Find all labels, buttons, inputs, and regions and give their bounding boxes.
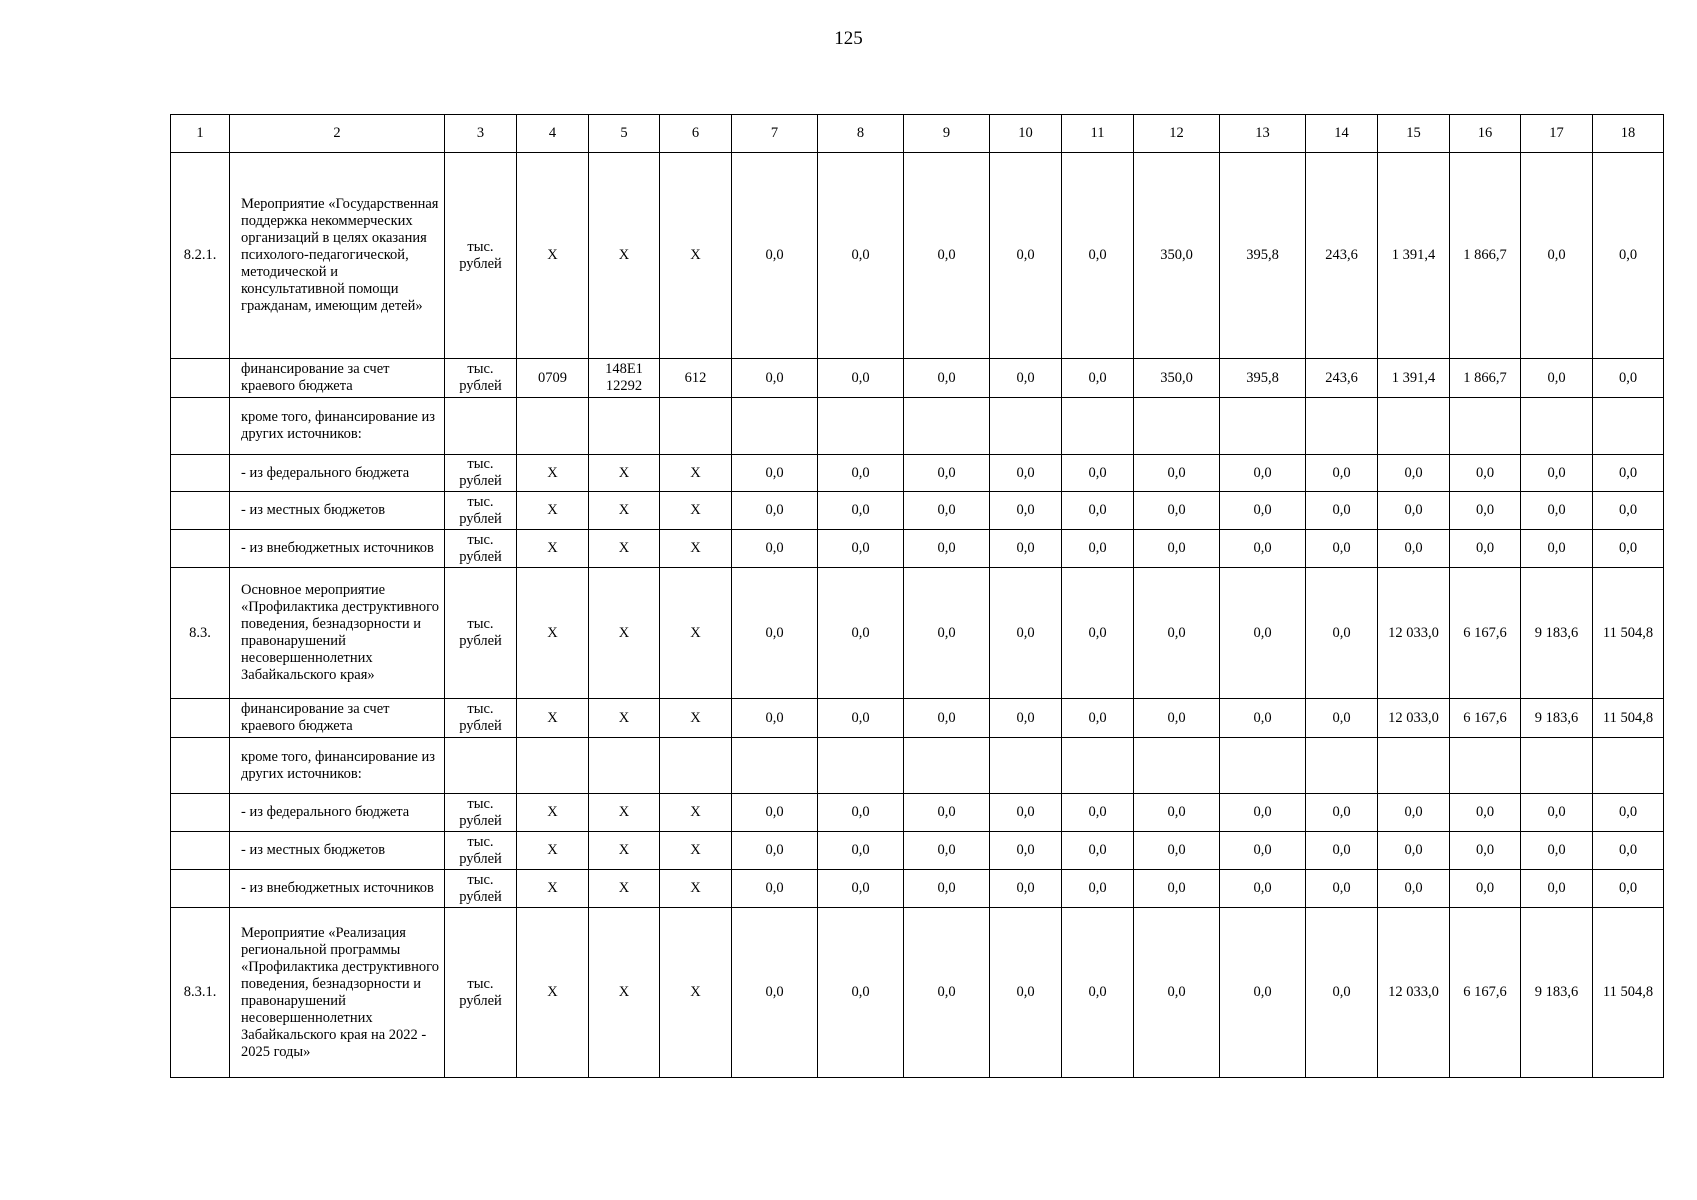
value-cell: 0,0	[1521, 359, 1593, 398]
value-cell: 0,0	[904, 492, 990, 530]
value-cell: X	[660, 794, 732, 832]
item-number-cell	[171, 832, 230, 870]
value-cell: X	[517, 699, 589, 738]
value-cell: 350,0	[1134, 153, 1220, 359]
value-cell: 0,0	[1378, 455, 1450, 492]
value-cell	[1521, 398, 1593, 455]
value-cell: 0,0	[1220, 492, 1306, 530]
value-cell: X	[589, 492, 660, 530]
value-cell: 612	[660, 359, 732, 398]
value-cell	[1220, 738, 1306, 794]
value-cell: 0,0	[1378, 492, 1450, 530]
table-row	[171, 398, 1664, 455]
value-cell: 395,8	[1220, 153, 1306, 359]
value-cell: X	[589, 870, 660, 908]
column-number-cell: 7	[732, 115, 818, 153]
value-cell: 0,0	[1220, 870, 1306, 908]
value-cell: 243,6	[1306, 359, 1378, 398]
value-cell: 0,0	[1306, 568, 1378, 699]
table-row	[171, 153, 1664, 359]
column-number-cell: 15	[1378, 115, 1450, 153]
value-cell: 0,0	[1306, 832, 1378, 870]
value-cell: 0,0	[1062, 455, 1134, 492]
value-cell: 0,0	[990, 794, 1062, 832]
value-cell: 0,0	[1521, 794, 1593, 832]
value-cell: 0,0	[818, 870, 904, 908]
unit-cell: тыс. рублей	[445, 153, 517, 359]
value-cell: 0,0	[1450, 455, 1521, 492]
value-cell: 0,0	[1378, 530, 1450, 568]
item-name-cell: кроме того, финансирование из других источников:	[230, 398, 445, 455]
item-number-cell	[171, 455, 230, 492]
value-cell: 0,0	[1306, 699, 1378, 738]
value-cell: 0,0	[990, 568, 1062, 699]
value-cell	[517, 738, 589, 794]
value-cell: X	[517, 455, 589, 492]
value-cell: 0,0	[1134, 832, 1220, 870]
column-number-cell: 18	[1593, 115, 1664, 153]
value-cell: 0,0	[904, 455, 990, 492]
table-row	[171, 832, 1664, 870]
value-cell: 0,0	[818, 908, 904, 1078]
value-cell: 0,0	[990, 870, 1062, 908]
value-cell: 0,0	[1134, 455, 1220, 492]
value-cell: 11 504,8	[1593, 908, 1664, 1078]
value-cell	[904, 398, 990, 455]
column-number-cell: 6	[660, 115, 732, 153]
value-cell: 0,0	[818, 492, 904, 530]
value-cell: 243,6	[1306, 153, 1378, 359]
value-cell: 0,0	[1062, 530, 1134, 568]
value-cell	[818, 398, 904, 455]
item-name-cell: - из внебюджетных источников	[230, 870, 445, 908]
value-cell: 0,0	[990, 359, 1062, 398]
value-cell: 1 866,7	[1450, 359, 1521, 398]
value-cell	[1306, 398, 1378, 455]
item-number-cell	[171, 359, 230, 398]
value-cell: 0,0	[1521, 455, 1593, 492]
value-cell: 0,0	[1450, 794, 1521, 832]
column-number-cell: 10	[990, 115, 1062, 153]
item-name-cell: Мероприятие «Государственная поддержка некоммерческих организаций в целях оказания психолого-педагогической, методической и консультативной помощи гражданам, имеющим детей»	[230, 153, 445, 359]
value-cell: 12 033,0	[1378, 568, 1450, 699]
value-cell	[1521, 738, 1593, 794]
value-cell: 0,0	[904, 794, 990, 832]
unit-cell: тыс. рублей	[445, 568, 517, 699]
value-cell	[818, 738, 904, 794]
value-cell: 6 167,6	[1450, 699, 1521, 738]
value-cell: 0,0	[818, 153, 904, 359]
unit-cell	[445, 738, 517, 794]
value-cell: 0,0	[1134, 530, 1220, 568]
value-cell: X	[517, 568, 589, 699]
value-cell: X	[517, 832, 589, 870]
value-cell: 0,0	[990, 530, 1062, 568]
value-cell: 0,0	[990, 832, 1062, 870]
value-cell: 0,0	[1306, 455, 1378, 492]
value-cell	[904, 738, 990, 794]
table-header-row	[171, 115, 1664, 153]
value-cell	[732, 398, 818, 455]
value-cell	[1134, 738, 1220, 794]
value-cell: 0,0	[1134, 908, 1220, 1078]
value-cell: 0,0	[732, 455, 818, 492]
value-cell	[660, 398, 732, 455]
value-cell: 0,0	[1220, 699, 1306, 738]
value-cell: 0,0	[732, 699, 818, 738]
table-row	[171, 794, 1664, 832]
value-cell: 0,0	[1593, 492, 1664, 530]
value-cell: 11 504,8	[1593, 568, 1664, 699]
item-number-cell	[171, 398, 230, 455]
value-cell	[1062, 398, 1134, 455]
value-cell: 9 183,6	[1521, 908, 1593, 1078]
value-cell: 0,0	[1220, 568, 1306, 699]
value-cell: X	[660, 699, 732, 738]
item-number-cell	[171, 794, 230, 832]
value-cell	[1593, 738, 1664, 794]
item-name-cell: финансирование за счет краевого бюджета	[230, 699, 445, 738]
value-cell: X	[517, 530, 589, 568]
value-cell: 0,0	[1062, 908, 1134, 1078]
value-cell: 0,0	[1378, 870, 1450, 908]
value-cell: 0,0	[1378, 794, 1450, 832]
item-name-cell: финансирование за счет краевого бюджета	[230, 359, 445, 398]
value-cell: 0,0	[1378, 832, 1450, 870]
value-cell: 0,0	[732, 359, 818, 398]
value-cell	[589, 398, 660, 455]
value-cell: X	[517, 794, 589, 832]
value-cell: 0,0	[1306, 870, 1378, 908]
value-cell	[990, 398, 1062, 455]
value-cell: 0,0	[904, 699, 990, 738]
value-cell: 0,0	[990, 699, 1062, 738]
value-cell: 0,0	[818, 530, 904, 568]
value-cell: 0,0	[904, 908, 990, 1078]
column-number-cell: 9	[904, 115, 990, 153]
value-cell: X	[589, 153, 660, 359]
value-cell: 0,0	[818, 699, 904, 738]
value-cell: X	[589, 530, 660, 568]
value-cell: 6 167,6	[1450, 908, 1521, 1078]
value-cell: X	[660, 455, 732, 492]
value-cell: 0,0	[732, 153, 818, 359]
value-cell	[1378, 738, 1450, 794]
value-cell: 0,0	[1134, 699, 1220, 738]
value-cell: 0,0	[1220, 530, 1306, 568]
value-cell: 12 033,0	[1378, 699, 1450, 738]
unit-cell: тыс. рублей	[445, 908, 517, 1078]
value-cell: 11 504,8	[1593, 699, 1664, 738]
value-cell: 0,0	[732, 530, 818, 568]
value-cell: 0,0	[904, 832, 990, 870]
item-name-cell: Мероприятие «Реализация региональной программы «Профилактика деструктивного поведения, безнадзорности и правонарушений несовершеннолетних Забайкальского края на 2022 - 2025 годы»	[230, 908, 445, 1078]
value-cell: 0,0	[1450, 530, 1521, 568]
value-cell: X	[589, 699, 660, 738]
value-cell: 0,0	[1593, 870, 1664, 908]
value-cell: X	[589, 568, 660, 699]
value-cell: 0,0	[904, 359, 990, 398]
value-cell: 0,0	[904, 568, 990, 699]
value-cell: 6 167,6	[1450, 568, 1521, 699]
column-number-cell: 12	[1134, 115, 1220, 153]
column-number-cell: 17	[1521, 115, 1593, 153]
value-cell: 0,0	[818, 832, 904, 870]
value-cell: 0,0	[1134, 794, 1220, 832]
item-name-cell: - из внебюджетных источников	[230, 530, 445, 568]
value-cell: 0,0	[1306, 908, 1378, 1078]
column-number-cell: 4	[517, 115, 589, 153]
table-row	[171, 870, 1664, 908]
table-row	[171, 568, 1664, 699]
value-cell	[1450, 738, 1521, 794]
item-number-cell: 8.3.	[171, 568, 230, 699]
value-cell: X	[660, 492, 732, 530]
value-cell: X	[660, 568, 732, 699]
unit-cell: тыс. рублей	[445, 832, 517, 870]
value-cell: 0,0	[1450, 832, 1521, 870]
value-cell: X	[660, 153, 732, 359]
unit-cell: тыс. рублей	[445, 794, 517, 832]
column-number-cell: 2	[230, 115, 445, 153]
value-cell: 395,8	[1220, 359, 1306, 398]
value-cell: X	[660, 832, 732, 870]
value-cell: 0,0	[1593, 153, 1664, 359]
value-cell: 0,0	[1134, 492, 1220, 530]
value-cell: 0,0	[904, 870, 990, 908]
value-cell: X	[517, 870, 589, 908]
column-number-cell: 14	[1306, 115, 1378, 153]
page-number: 125	[834, 28, 863, 49]
item-name-cell: кроме того, финансирование из других источников:	[230, 738, 445, 794]
item-number-cell	[171, 738, 230, 794]
table-row	[171, 492, 1664, 530]
value-cell: X	[517, 492, 589, 530]
value-cell: 0,0	[990, 153, 1062, 359]
table-row	[171, 738, 1664, 794]
value-cell: 0,0	[1062, 492, 1134, 530]
value-cell	[990, 738, 1062, 794]
value-cell: 350,0	[1134, 359, 1220, 398]
value-cell: X	[660, 908, 732, 1078]
value-cell: 0,0	[1521, 492, 1593, 530]
unit-cell: тыс. рублей	[445, 492, 517, 530]
value-cell: 12 033,0	[1378, 908, 1450, 1078]
value-cell: 0,0	[1062, 153, 1134, 359]
value-cell	[1062, 738, 1134, 794]
table-row	[171, 530, 1664, 568]
value-cell: 0,0	[990, 908, 1062, 1078]
value-cell: X	[517, 908, 589, 1078]
value-cell: 0,0	[1062, 870, 1134, 908]
value-cell: 0,0	[1062, 699, 1134, 738]
unit-cell: тыс. рублей	[445, 530, 517, 568]
table-row	[171, 455, 1664, 492]
value-cell	[1450, 398, 1521, 455]
value-cell: 9 183,6	[1521, 568, 1593, 699]
value-cell: 0,0	[818, 359, 904, 398]
value-cell: X	[660, 530, 732, 568]
value-cell: 0,0	[1220, 832, 1306, 870]
table-row	[171, 908, 1664, 1078]
value-cell: 0,0	[1306, 530, 1378, 568]
value-cell	[517, 398, 589, 455]
table-row	[171, 699, 1664, 738]
item-name-cell: - из федерального бюджета	[230, 794, 445, 832]
item-name-cell: - из местных бюджетов	[230, 492, 445, 530]
value-cell: 0,0	[1062, 568, 1134, 699]
unit-cell: тыс. рублей	[445, 870, 517, 908]
column-number-cell: 3	[445, 115, 517, 153]
value-cell: 0,0	[1521, 832, 1593, 870]
value-cell: X	[660, 870, 732, 908]
value-cell: 0,0	[904, 153, 990, 359]
value-cell: 0,0	[732, 794, 818, 832]
value-cell: 0,0	[1450, 492, 1521, 530]
value-cell: X	[589, 794, 660, 832]
value-cell: 0,0	[1306, 492, 1378, 530]
value-cell	[660, 738, 732, 794]
value-cell: 0,0	[1062, 359, 1134, 398]
value-cell	[1134, 398, 1220, 455]
column-number-cell: 13	[1220, 115, 1306, 153]
value-cell: 0,0	[1220, 455, 1306, 492]
value-cell: 0,0	[1593, 530, 1664, 568]
unit-cell: тыс. рублей	[445, 359, 517, 398]
value-cell: X	[589, 832, 660, 870]
value-cell: 0,0	[1220, 908, 1306, 1078]
value-cell: 0,0	[732, 832, 818, 870]
column-number-cell: 1	[171, 115, 230, 153]
value-cell: 0,0	[1134, 568, 1220, 699]
value-cell: 0,0	[990, 455, 1062, 492]
value-cell: 0,0	[1521, 153, 1593, 359]
value-cell: X	[517, 153, 589, 359]
value-cell: 0,0	[990, 492, 1062, 530]
value-cell	[732, 738, 818, 794]
column-number-cell: 8	[818, 115, 904, 153]
value-cell: 0,0	[1521, 530, 1593, 568]
value-cell: 0,0	[1062, 832, 1134, 870]
item-number-cell: 8.3.1.	[171, 908, 230, 1078]
value-cell: 0,0	[1062, 794, 1134, 832]
table-row	[171, 359, 1664, 398]
unit-cell: тыс. рублей	[445, 455, 517, 492]
value-cell: 0,0	[818, 794, 904, 832]
value-cell: 0,0	[818, 455, 904, 492]
budget-table	[170, 114, 1664, 1078]
value-cell	[589, 738, 660, 794]
value-cell	[1378, 398, 1450, 455]
item-number-cell	[171, 699, 230, 738]
column-number-cell: 11	[1062, 115, 1134, 153]
value-cell: 0,0	[1521, 870, 1593, 908]
unit-cell	[445, 398, 517, 455]
value-cell: 0,0	[1593, 359, 1664, 398]
value-cell: 0,0	[732, 870, 818, 908]
value-cell: 0,0	[904, 530, 990, 568]
column-number-cell: 16	[1450, 115, 1521, 153]
item-number-cell	[171, 492, 230, 530]
item-number-cell	[171, 870, 230, 908]
column-number-cell: 5	[589, 115, 660, 153]
item-name-cell: Основное мероприятие «Профилактика деструктивного поведения, безнадзорности и правонарушений несовершеннолетних Забайкальского края»	[230, 568, 445, 699]
item-number-cell	[171, 530, 230, 568]
value-cell: 0,0	[732, 492, 818, 530]
item-number-cell: 8.2.1.	[171, 153, 230, 359]
value-cell: 0,0	[1593, 455, 1664, 492]
value-cell: 0,0	[1593, 794, 1664, 832]
value-cell: 9 183,6	[1521, 699, 1593, 738]
value-cell: 148E1 12292	[589, 359, 660, 398]
value-cell	[1593, 398, 1664, 455]
value-cell: 0,0	[732, 908, 818, 1078]
item-name-cell: - из федерального бюджета	[230, 455, 445, 492]
value-cell	[1306, 738, 1378, 794]
table-body	[171, 115, 1664, 1078]
value-cell: 1 391,4	[1378, 153, 1450, 359]
value-cell	[1220, 398, 1306, 455]
value-cell: X	[589, 455, 660, 492]
value-cell: 0,0	[818, 568, 904, 699]
value-cell: 1 391,4	[1378, 359, 1450, 398]
value-cell: 0,0	[1220, 794, 1306, 832]
value-cell: 0,0	[1134, 870, 1220, 908]
unit-cell: тыс. рублей	[445, 699, 517, 738]
value-cell: 0,0	[1593, 832, 1664, 870]
value-cell: 0,0	[732, 568, 818, 699]
value-cell: 1 866,7	[1450, 153, 1521, 359]
value-cell: X	[589, 908, 660, 1078]
item-name-cell: - из местных бюджетов	[230, 832, 445, 870]
value-cell: 0,0	[1306, 794, 1378, 832]
value-cell: 0709	[517, 359, 589, 398]
value-cell: 0,0	[1450, 870, 1521, 908]
